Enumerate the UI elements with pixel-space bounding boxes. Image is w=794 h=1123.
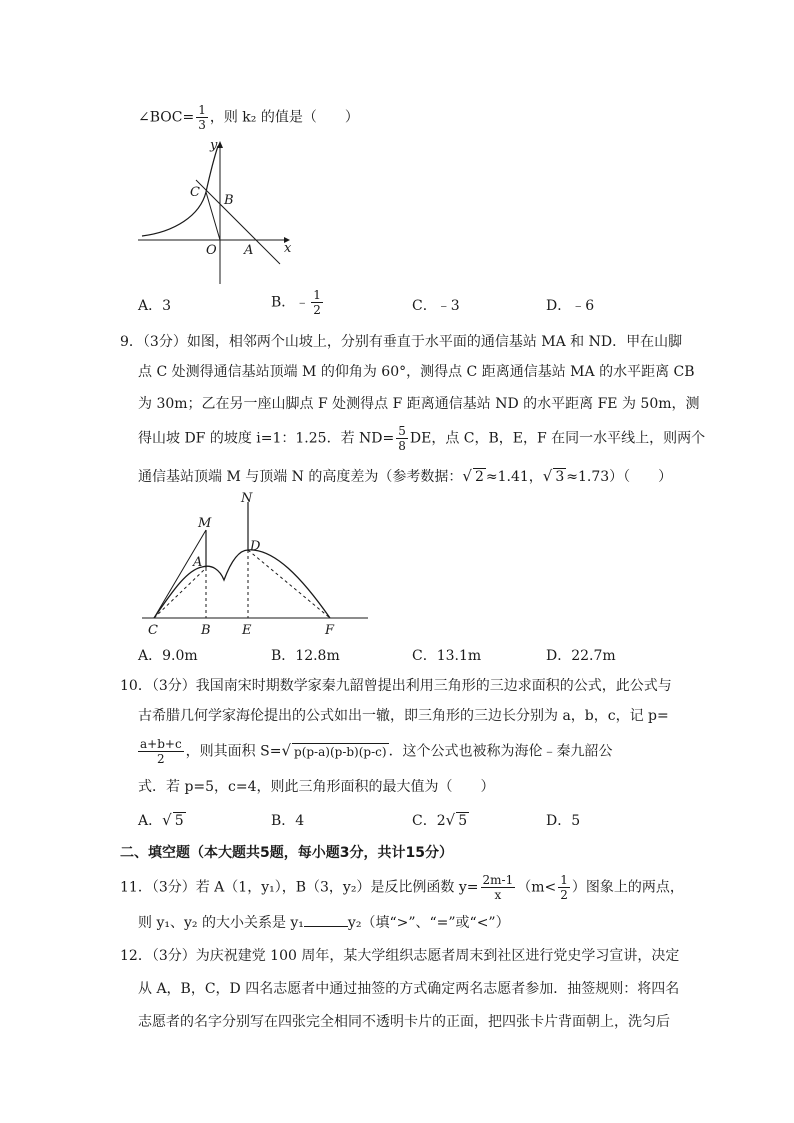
section-2-title: 二、填空题（本大题共5题，每小题3分，共计15分） [120,845,453,861]
q10-option-d[interactable]: D．5 [546,813,581,829]
q9-option-c[interactable]: C．13.1m [412,648,482,664]
q10-line-3b: ．这个公式也被称为海伦﹣秦九韶公 [388,743,613,760]
q9-sight-line-cm [154,530,206,618]
q9-sqrt2: 2 [474,469,484,485]
q8-fraction [196,103,208,132]
q8-option-b-num: 1 [313,288,321,302]
q11-line-1 [120,873,684,902]
q10-line-1: 10．（3分）我国南宋时期数学家秦九韶曾提出利用三角形的三边求面积的公式，此公式与 [120,678,672,694]
q12-line-1: 12．（3分）为庆祝建党 100 周年，某大学组织志愿者周末到社区进行党史学习宣讲，决定 [120,948,680,964]
q9-slope-df [248,550,330,618]
q9-figure [140,490,374,640]
q11-fraction [481,873,516,902]
q8-label-x: x [284,241,292,256]
q10-line-3a: ，则其面积 S= [185,743,282,760]
q10-option-c[interactable]: C．2√ 5 [412,811,468,829]
q10-option-a[interactable]: A．√ 5 [138,811,184,829]
q11-line-2b: y₂（填“>”、“=”或“<”） [347,915,510,931]
q10-line-3: $\frac{a+b+c}{2}$ ，则其面积 S=√ p(p-a)(p-b)(p-c) ．这个公式也被称为海伦﹣秦九韶公 [140,737,613,766]
q9-frac-den: 8 [398,439,406,453]
q10-fraction [138,737,184,766]
q11-frac-den: x [494,888,502,902]
q9-label-b: B [201,623,211,638]
q10-option-c-prefix: C．2 [412,813,446,829]
q9-label-m: M [198,516,212,531]
q9-frac-num: 5 [398,424,406,438]
q8-option-b[interactable] [271,288,325,317]
q8-label-y: y [210,138,218,153]
q9-line-4 [138,424,705,453]
q8-option-d[interactable]: D．﹣6 [546,298,595,314]
q9-line-1: 9．（3分）如图，相邻两个山坡上，分别有垂直于水平面的通信基站 MA 和 ND．甲在山脚 [120,334,683,350]
q10-line-4: 式．若 p=5，c=4，则此三角形面积的最大值为（ ） [138,779,495,795]
q8-option-b-frac [311,288,323,317]
q8-option-b-prefix: B．﹣ [271,294,310,311]
q9-line-3: 为 30m；乙在另一座山脚点 F 处测得点 F 距离通信基站 ND 的水平距离 FE 为 50m，测 [138,396,700,412]
q8-label-c: C [190,185,200,200]
q8-frac-num: 1 [198,103,206,117]
q9-label-n: N [241,491,253,506]
q10-frac-den: 2 [157,752,165,766]
q8-stem [138,103,359,132]
q8-option-b-den: 2 [313,303,321,317]
q9-sqrt3: 3 [555,469,565,485]
q11-line-1c: ）图象上的两点， [571,879,684,896]
q9-label-f: F [325,623,335,638]
q9-line-5: 通信基站顶端 M 与顶端 N 的高度差为（参考数据：√ 2 ≈1.41，√ 3 ≈1.73）（ ） [138,467,673,485]
q9-option-a[interactable]: A．9.0m [138,648,198,664]
q8-segment-oc [206,192,220,240]
q8-stem-prefix: ∠BOC= [138,109,195,126]
q10-option-a-sqrt: 5 [174,813,184,829]
q9-label-c: C [148,623,158,638]
q9-slope-ca [154,568,206,618]
q8-label-b: B [224,193,234,208]
q8-option-a[interactable]: A．3 [138,298,172,314]
q11-fraction-2 [558,873,570,902]
q9-line-5c: ≈1.73）（ ） [566,469,673,485]
q11-line-1b: （m< [517,879,557,896]
q8-figure [134,136,304,288]
q9-fraction [396,424,408,453]
q10-line-2: 古希腊几何学家海伦提出的公式如出一辙，即三角形的三边长分别为 a，b，c，记 p= [138,708,669,724]
q9-option-d[interactable]: D．22.7m [546,648,616,664]
q8-label-o: O [206,243,217,258]
q9-label-a: A [193,555,203,570]
q11-line-2 [138,912,510,933]
q10-option-c-sqrt: 5 [458,813,468,829]
q8-frac-den: 3 [198,118,206,132]
q11-line-2a: 则 y₁、y₂ 的大小关系是 y₁ [138,915,304,931]
q10-option-a-prefix: A． [138,813,163,829]
q11-frac2-den: 2 [560,888,568,902]
q9-line-2: 点 C 处测得通信基站顶端 M 的仰角为 60°，测得点 C 距离通信基站 MA 的水平距离 CB [138,364,695,380]
q8-label-a: A [244,243,254,258]
q11-frac2-num: 1 [560,873,568,887]
q9-line-4a: 得山坡 DF 的坡度 i=1：1.25．若 ND= [138,430,395,447]
q8-option-c[interactable]: C．﹣3 [412,298,460,314]
q11-line-1a: 11．（3分）若 A（1，y₁），B（3，y₂）是反比例函数 y= [120,879,479,896]
q9-line-4b: DE，点 C，B，E，F 在同一水平线上，则两个 [409,430,706,447]
q9-option-b[interactable]: B．12.8m [271,648,340,664]
q11-answer-blank[interactable] [304,912,348,927]
q10-frac-num: a+b+c [140,737,182,751]
q9-line-5b: ≈1.41， [485,469,543,485]
q9-label-e: E [242,623,252,638]
q9-hill-profile [154,550,330,618]
q12-line-2: 从 A，B，C，D 四名志愿者中通过抽签的方式确定两名志愿者参加．抽签规则：将四名 [138,981,680,997]
q12-line-3: 志愿者的名字分别写在四张完全相同不透明卡片的正面，把四张卡片背面朝上，洗匀后 [138,1014,670,1030]
q8-stem-suffix: ，则 k₂ 的值是（ ） [209,109,359,126]
q10-option-b[interactable]: B．4 [271,813,305,829]
q9-line-5a: 通信基站顶端 M 与顶端 N 的高度差为（参考数据： [138,469,463,485]
q9-label-d: D [250,539,261,554]
q11-frac-num: 2m-1 [482,873,514,887]
q10-sqrt-heron: p(p-a)(p-b)(p-c) [294,744,387,759]
